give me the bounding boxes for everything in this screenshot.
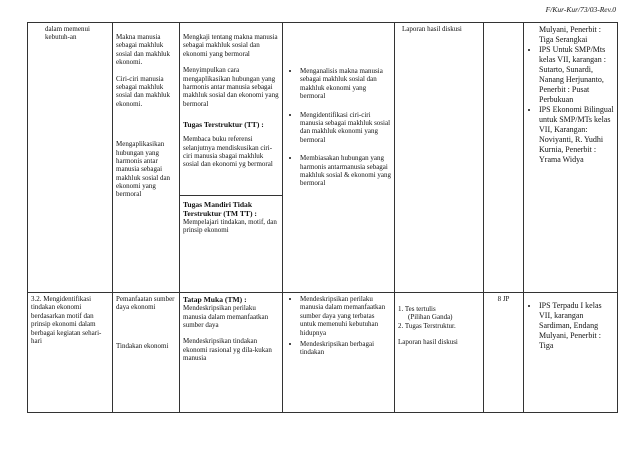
list-item: • IPS Ekonomi Bilingual untuk SMP/MTs kelas VII, Karangan: Noviyanti, R. Yudhi Kurnia, Penerbit : Yrama Widya <box>539 105 614 165</box>
penilaian-text: 1. Tes tertulis <box>398 305 436 313</box>
materi-text: Tindakan ekonomi <box>116 341 169 350</box>
kegiatan-cell <box>180 23 283 293</box>
materi-text: Mengaplikasikan hubungan yang harmonis antar manusia sebagai makhluk sosial dan ekonomi yang bermoral <box>116 140 171 199</box>
kd-text: dalam memenui kebutuh-an <box>45 25 90 42</box>
syllabus-table <box>27 22 618 413</box>
penilaian-cell <box>395 293 484 413</box>
list-item: • Mendeskripsikan perilaku manusia dalam memanfaatkan sumber daya yang terbatas untuk memenuhi kebutuhan hidupnya <box>300 295 391 337</box>
sumber-text: Mulyani, Penerbit : Tiga Serangkai <box>539 25 601 44</box>
document-id: F/Kur-Kur/73/03-Rev.0 <box>545 5 616 14</box>
materi-cell <box>113 293 180 413</box>
kegiatan-text: Mengkaji tentang makna manusia sebagai makhluk sosial dan ekonomi yang bermoral <box>183 33 278 58</box>
list-item: • IPS Untuk SMP/Mts kelas VII, karangan : Sutarto, Sunardi, Nanang Herjunanto, Penerbit : Pusat Perbukuan <box>539 45 614 105</box>
tm-header: Tatap Muka (TM) : <box>183 295 247 304</box>
kd-cell <box>28 293 113 413</box>
tt-text: Membaca buku referensi selanjutnya mendiskusikan ciri-ciri manusia sbagai makhluk sosial dan ekonomi yg bermoral <box>183 135 273 169</box>
kegiatan-text: Mendeskripsikan tindakan ekonomi rasional yg dila-kukan manusia <box>183 337 272 363</box>
sumber-cell <box>524 23 618 293</box>
penilaian-text: (Pilihan Ganda) <box>408 313 453 322</box>
penilaian-text: Laporan hasil diskusi <box>398 338 458 347</box>
waktu-cell <box>484 293 524 413</box>
materi-text: Ciri-ciri manusia sebagai makhluk sosial dan makhluk ekonomi. <box>116 74 171 108</box>
list-item: • Mendeskripsikan berbagai tindakan <box>300 340 391 357</box>
penilaian-text: 2. Tugas Terstruktur. <box>398 321 456 330</box>
waktu-cell <box>484 23 524 293</box>
indikator-cell <box>283 293 395 413</box>
list-item: • Membiasakan hubungan yang harmonis antarmanusia sebagai makhluk sosial & ekonomi yang bermoral <box>300 154 391 188</box>
tt-header: Tugas Terstruktur (TT) : <box>183 120 264 130</box>
penilaian-text: Laporan hasil diskusi <box>402 25 462 33</box>
table-row <box>28 23 618 293</box>
materi-cell <box>113 23 180 293</box>
list-item: • Menganalisis makna manusia sebagai makhluk sosial dan makhluk ekonomi yang bermoral <box>300 67 391 101</box>
waktu-text: 8 JP <box>497 295 510 303</box>
kd-text: 3.2. Mengidentifikasi tindakan ekonomi berdasarkan motif dan prinsip ekonomi dalam berbagai kegiatan sehari-hari <box>31 295 102 345</box>
list-item: • IPS Terpadu I kelas VII, karangan Sardiman, Endang Mulyani, Penerbit : Tiga <box>539 301 614 351</box>
kegiatan-text: Menyimpulkan cara mengaplikasikan hubungan yang harmonis antar manusia sebagai makhluk sosial dan ekonomi yang bermoral <box>183 66 279 108</box>
table-row <box>28 293 618 413</box>
kd-cell <box>28 23 113 293</box>
tmtt-text: Mempelajari tindakan, motif, dan prinsip ekonomi <box>183 218 277 235</box>
kegiatan-text: Mendeskripsikan perilaku manusia dalam memanfaatkan sumber daya <box>183 304 269 329</box>
materi-text: Pemanfaatan sumber daya ekonomi <box>116 295 175 312</box>
indikator-cell <box>283 23 395 293</box>
penilaian-cell <box>395 23 484 293</box>
list-item: • Mengidentifikasi ciri-ciri manusia sebagai makhluk sosial dan makhluk ekonomi yang bermoral <box>300 111 391 145</box>
kegiatan-cell <box>180 293 283 413</box>
sumber-cell <box>524 293 618 413</box>
materi-text: Makna manusia sebagai makhluk sosial dan makhluk ekonomi. <box>116 33 171 67</box>
tmtt-header: Tugas Mandiri Tidak Terstruktur (TM TT) : <box>183 199 257 218</box>
